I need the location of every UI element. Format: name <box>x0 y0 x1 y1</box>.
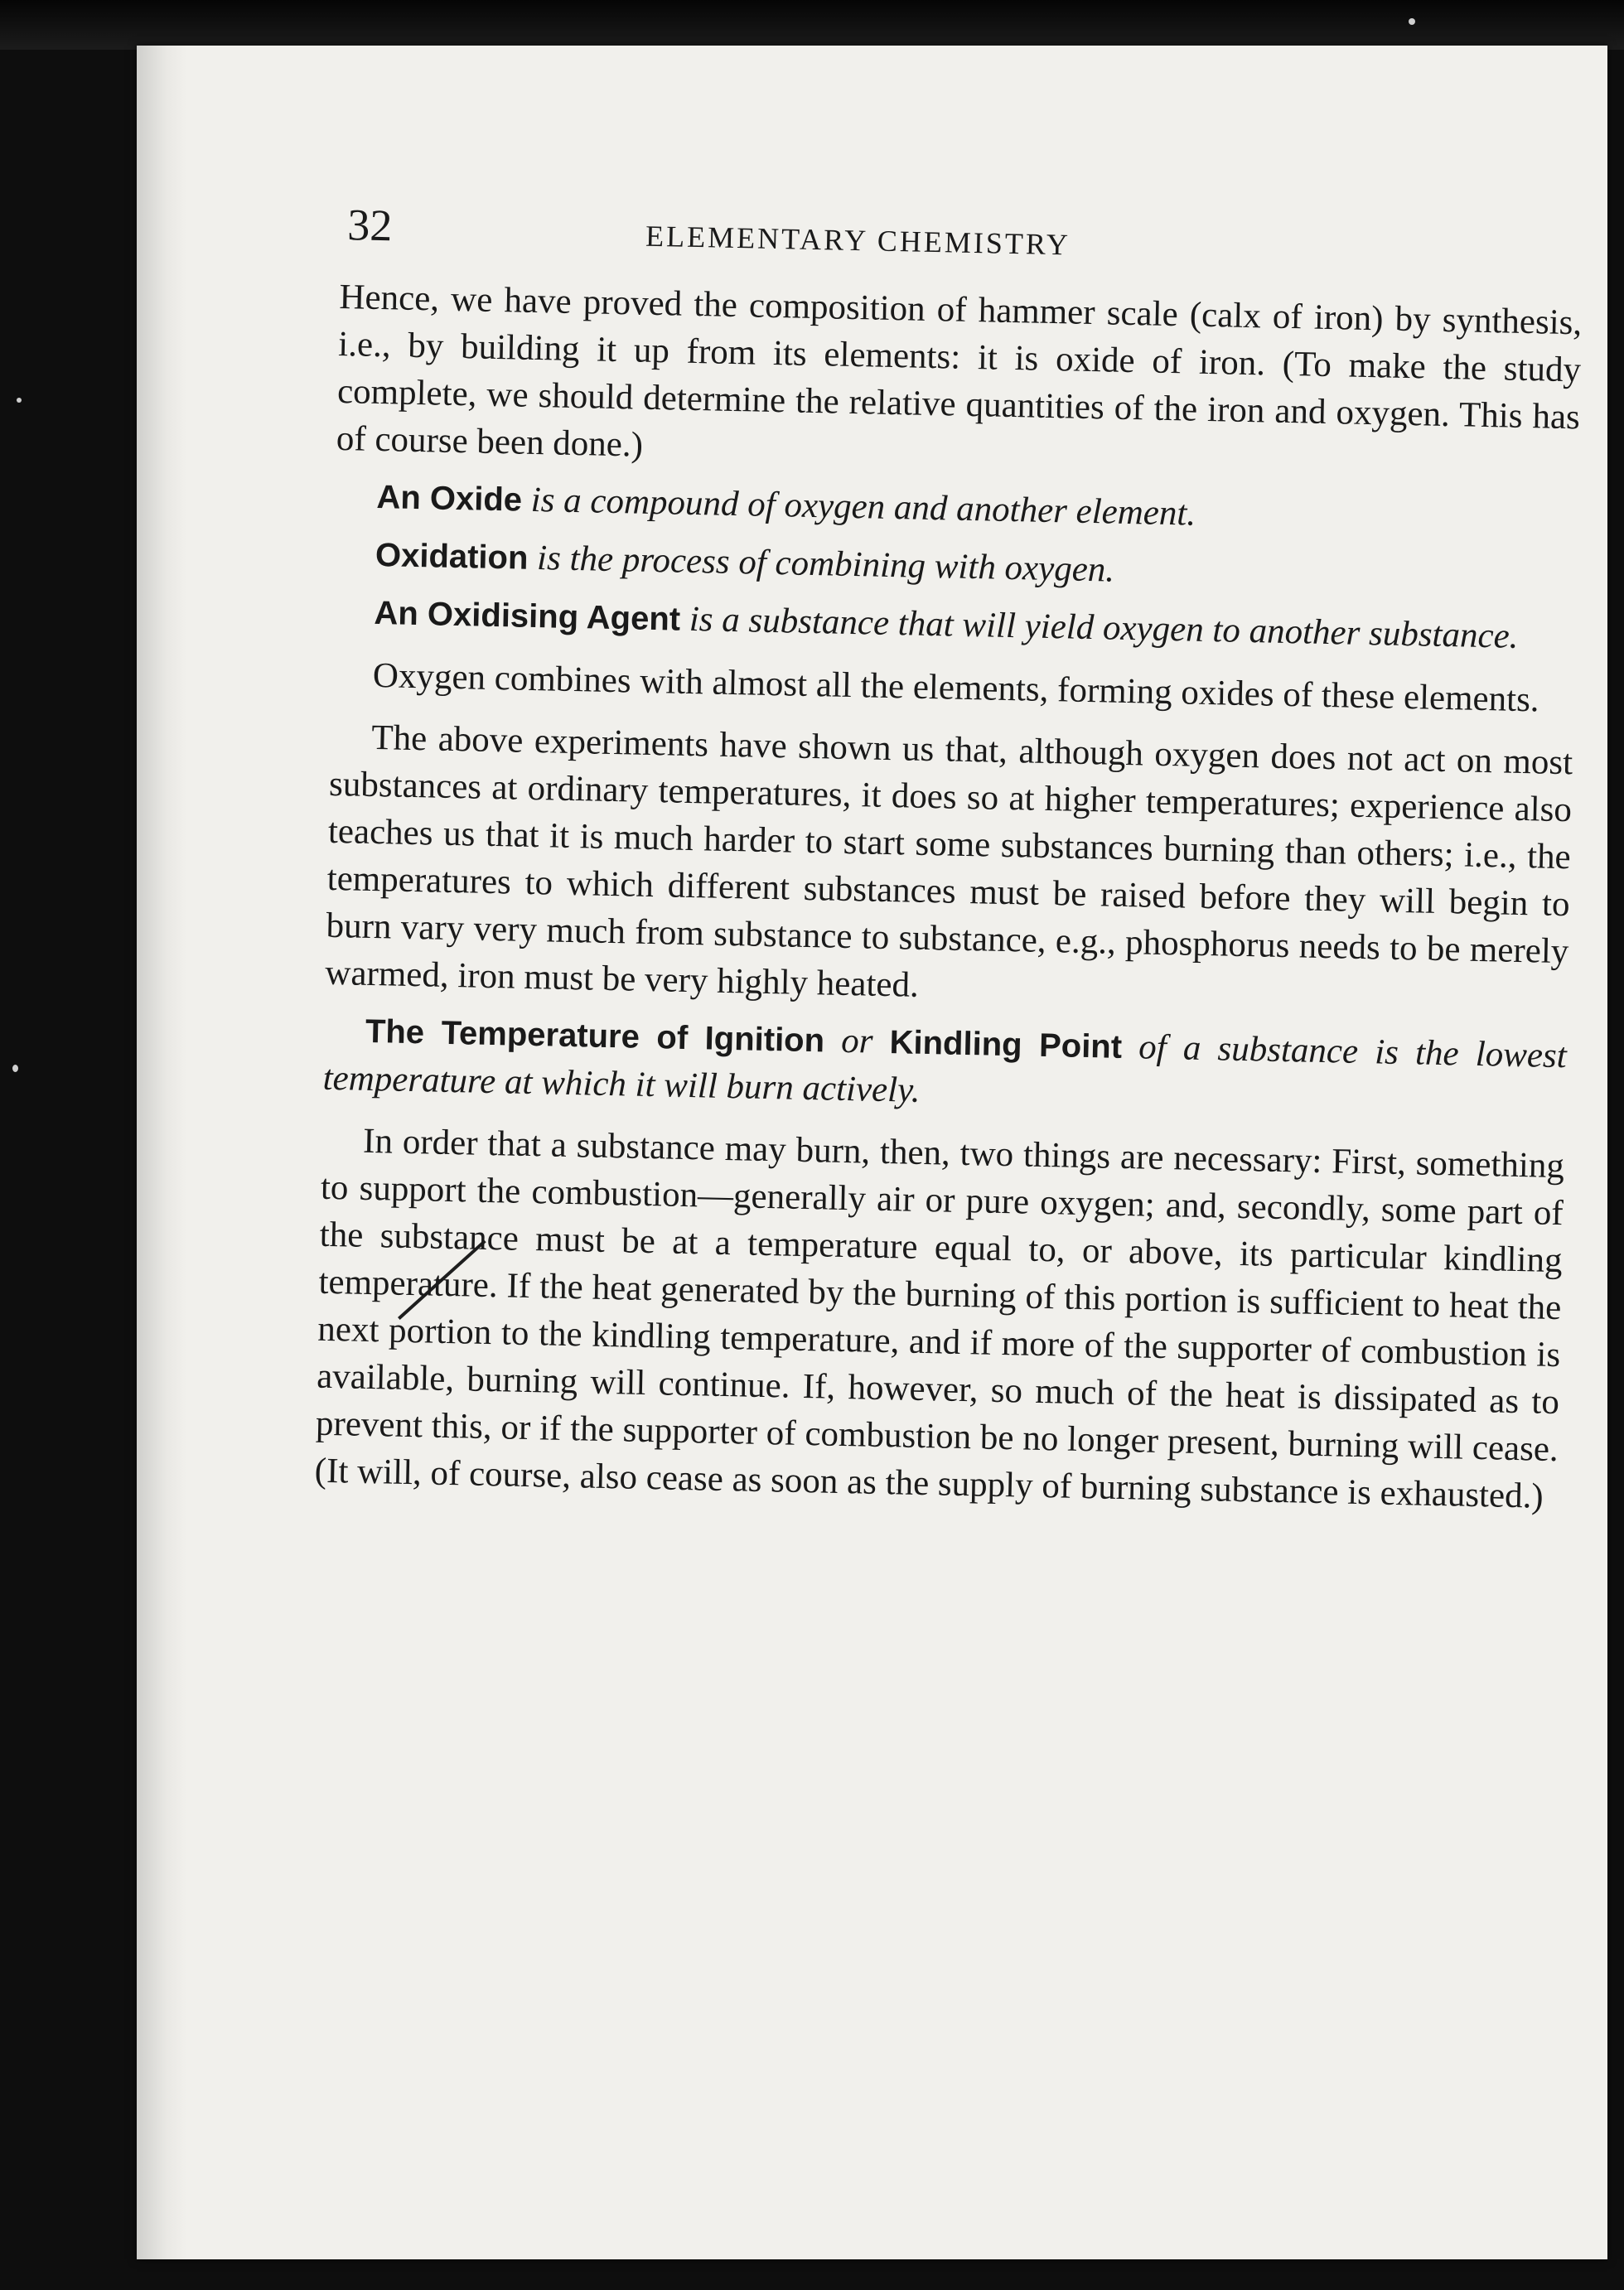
definition-ignition <box>322 1007 1567 1128</box>
definition-term: Oxidation <box>375 536 529 577</box>
definition-text: is the process of combining with oxygen. <box>536 539 1115 590</box>
scan-border <box>0 0 1624 50</box>
paragraph-oxygen-combines: Oxygen combines with almost all the elements, forming oxides of these elements. <box>372 655 1540 720</box>
definition-text: is a substance that will yield oxygen to another substance. <box>689 599 1519 656</box>
paragraph-synthesis: Hence, we have proved the composition of hammer scale (calx of iron) by synthesis, i.e., by building it up from its elements: it is oxide of iron. (To make the study complete, we should determine the relative quantities of the iron and oxygen. This has of course been done.) <box>336 277 1583 465</box>
scan-speck <box>12 1065 18 1072</box>
definition-connector: or <box>840 1021 873 1061</box>
paragraph-burning: In order that a substance may burn, then, two things are necessary: First, something to support the combustion—generally air or pure oxygen; and, secondly, some part of the substance must be at a temperature equal to, or above, its particular kindling temperature. If the heat generated by the burning of this portion is sufficient to heat the next portion to the kindling temperature, and if more of the supporter of combustion is available, burning will continue. If, however, so much of the heat is dissipated as to prevent this, or if the supporter of combustion be no longer present, burning will cease. (It will, of course, also cease as soon as the supply of burning substance is exhausted.) <box>314 1121 1565 1516</box>
page-number: 32 <box>346 200 393 251</box>
definition-term: An Oxidising Agent <box>374 594 681 638</box>
running-head-title: ELEMENTARY CHEMISTRY <box>645 219 1071 262</box>
definition-text: is a compound of oxygen and another element. <box>530 480 1196 534</box>
paragraph-experiments: The above experiments have shown us that, although oxygen does not act on most substances at ordinary temperatures, it does so at higher temperatures; experience also teaches us that it is much harder to start some substances burning than others; i.e., the temperatures to which different substances must be raised before they will begin to burn vary very much from substance to substance, e.g., phosphorus needs to be merely warmed, iron must be very highly heated. <box>324 717 1573 1005</box>
scan-speck <box>17 398 22 403</box>
page-text <box>314 199 1583 1520</box>
page-gutter <box>137 46 186 2259</box>
definition-term: Kindling Point <box>889 1024 1123 1065</box>
definition-term: An Oxide <box>376 478 523 519</box>
definition-text: of a substance is the lowest temperature at which it will burn actively. <box>322 1027 1568 1110</box>
scan-speck <box>1409 18 1415 25</box>
definition-term: The Temperature of Ignition <box>365 1012 825 1060</box>
